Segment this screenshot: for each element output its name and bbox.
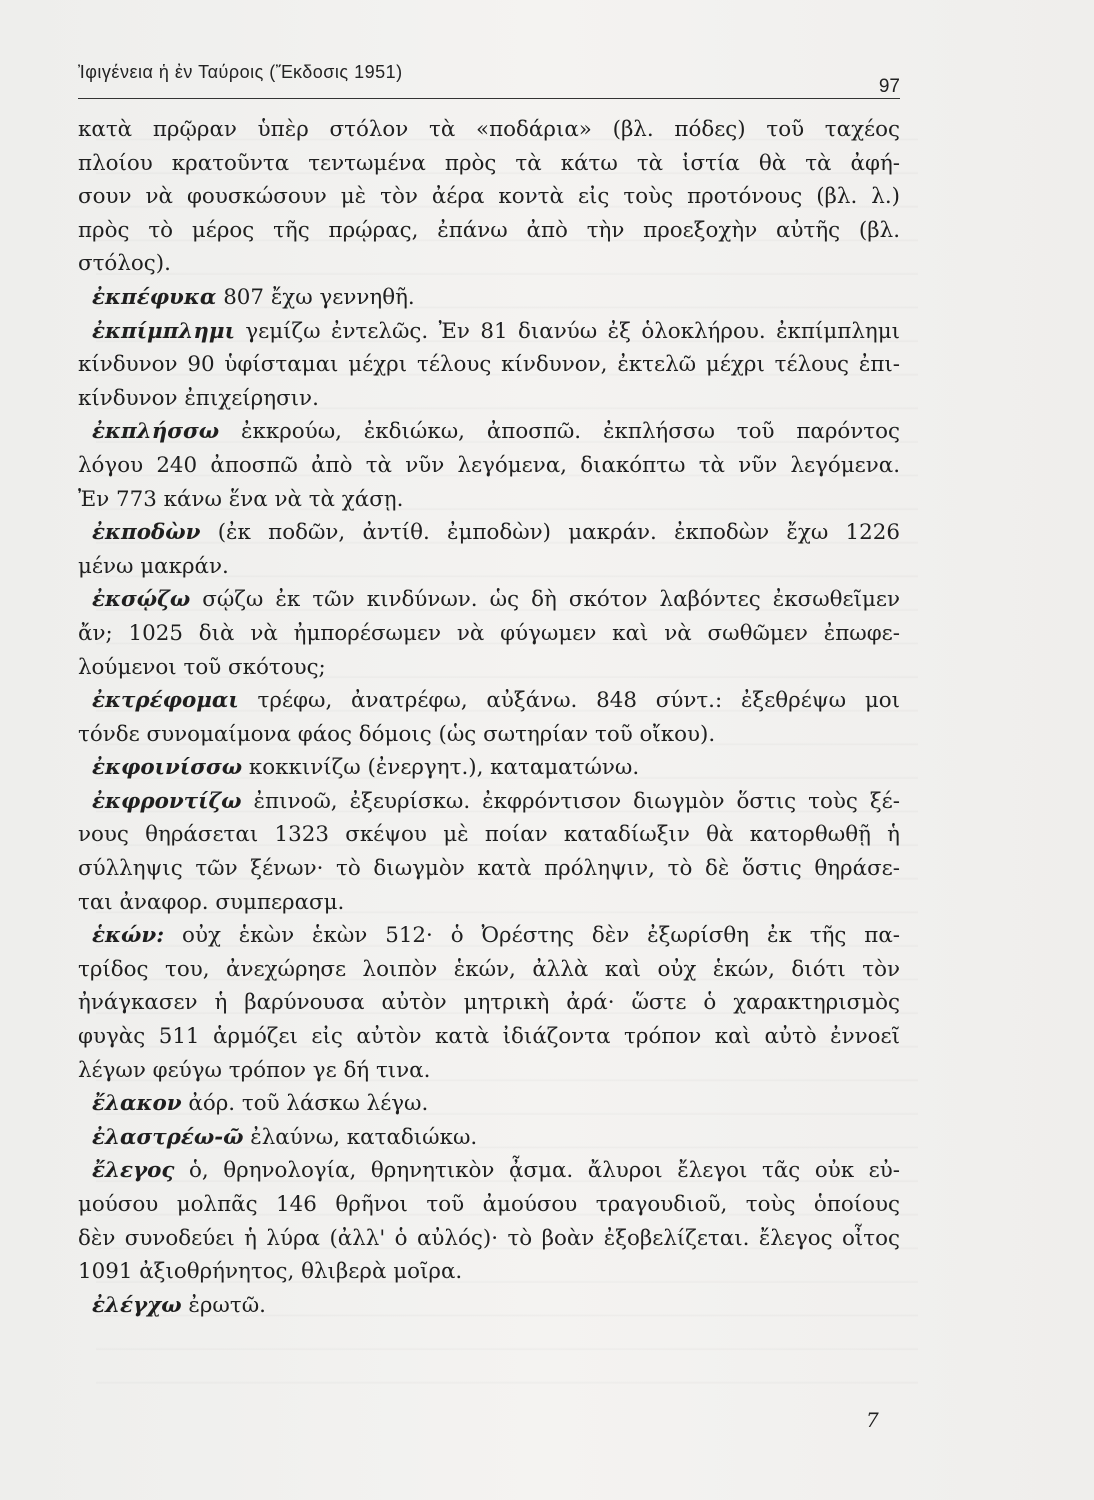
entry-line xyxy=(78,1154,900,1188)
headword: ἐλαστρέω-ῶ xyxy=(92,1124,244,1150)
definition-text: λέγων φεύγω τρόπον γε δή τινα. xyxy=(78,1057,431,1083)
entry-line xyxy=(78,1054,900,1088)
entry-line xyxy=(78,751,900,785)
definition-text: νους θηράσεται 1323 σκέψου μὲ ποίαν καταδίωξιν θὰ κατορθωθῇ ἡ xyxy=(78,822,900,848)
headword: ἐκσῴζω xyxy=(92,587,191,613)
entry-line xyxy=(78,180,900,214)
entry-line xyxy=(78,147,900,181)
running-header xyxy=(78,62,900,102)
entry-line xyxy=(78,415,900,449)
entry-line xyxy=(78,281,900,315)
entry-line xyxy=(78,483,900,517)
entry-line xyxy=(78,617,900,651)
entry-line xyxy=(78,516,900,550)
entry-line xyxy=(78,247,900,281)
definition-text: οὐχ ἑκὼν ἑκὼν 512· ὁ Ὀρέστης δὲν ἐξωρίσθη ἐκ τῆς πα- xyxy=(164,923,900,949)
definition-text: κίνδυνον 90 ὑφίσταμαι μέχρι τέλους κίνδυνον, ἐκτελῶ μέχρι τέλους ἐπι- xyxy=(78,352,900,378)
definition-text: κίνδυνον ἐπιχείρησιν. xyxy=(78,385,319,411)
definition-text: λόγου 240 ἀποσπῶ ἀπὸ τὰ νῦν λεγόμενα, διακόπτω τὰ νῦν λεγόμενα. xyxy=(78,452,900,478)
headword: ἐκπίμπλημι xyxy=(92,318,235,344)
entry-line xyxy=(78,113,900,147)
definition-text: λούμενοι τοῦ σκότους; xyxy=(78,654,326,680)
entry-line xyxy=(78,953,900,987)
headword: ἐκποδὼν xyxy=(92,520,201,546)
entry-line xyxy=(78,1020,900,1054)
header-rule xyxy=(78,98,900,99)
entry-line xyxy=(78,1289,900,1323)
definition-text: πρὸς τὸ μέρος τῆς πρῴρας, ἐπάνω ἀπὸ τὴν προεξοχὴν αὐτῆς (βλ. xyxy=(78,217,900,243)
definition-text: ἐπινοῶ, ἐξευρίσκω. ἐκφρόντισον διωγμὸν ὅστις τοὺς ξέ- xyxy=(241,788,900,814)
entry-line xyxy=(78,449,900,483)
entry-line xyxy=(78,214,900,248)
entry-line xyxy=(78,919,900,953)
entry-line xyxy=(78,583,900,617)
headword: ἐκπέφυκα xyxy=(92,284,217,310)
headword: ἑκών: xyxy=(92,923,165,949)
headword: ἔλακον xyxy=(92,1091,182,1117)
headword: ἐκτρέφομαι xyxy=(92,688,239,714)
definition-text: Ἐν 773 κάνω ἕνα νὰ τὰ χάσῃ. xyxy=(78,486,404,512)
definition-text: σουν νὰ φουσκώσουν μὲ τὸν ἀέρα κοντὰ εἰς τοὺς προτόνους (βλ. λ.) xyxy=(78,184,900,210)
definition-text: στόλος). xyxy=(78,251,171,277)
definition-text: πλοίου κρατοῦντα τεντωμένα πρὸς τὰ κάτω τὰ ἱστία θὰ τὰ ἀφή- xyxy=(78,150,900,176)
definition-text: ἐλαύνω, καταδιώκω. xyxy=(243,1124,478,1150)
definition-text: τόνδε συνομαίμονα φάος δόμοις (ὡς σωτηρίαν τοῦ οἴκου). xyxy=(78,721,716,747)
definition-text: κατὰ πρῷραν ὑπὲρ στόλον τὰ «ποδάρια» (βλ. πόδες) τοῦ ταχέος xyxy=(78,117,900,142)
headword: ἐκφροντίζω xyxy=(92,788,242,814)
headword: ἐκπλήσσω xyxy=(92,419,220,445)
entry-line xyxy=(78,1087,900,1121)
definition-text: ἠνάγκασεν ἡ βαρύνουσα αὐτὸν μητρικὴ ἀρά· ὥστε ὁ χαρακτηρισμὸς xyxy=(78,990,900,1016)
entry-line xyxy=(78,1255,900,1289)
entry-line xyxy=(78,348,900,382)
entry-line xyxy=(78,718,900,752)
entry-line xyxy=(78,1188,900,1222)
definition-text: σύλληψις τῶν ξένων· τὸ διωγμὸν κατὰ πρόληψιν, τὸ δὲ ὅστις θηράσε- xyxy=(78,856,900,882)
definition-text: σῴζω ἐκ τῶν κινδύνων. ὡς δὴ σκότον λαβόντες ἐκσωθεῖμεν xyxy=(190,587,900,613)
definition-text: μένω μακράν. xyxy=(78,553,229,579)
definition-text: ἐκκρούω, ἐκδιώκω, ἀποσπῶ. ἐκπλήσσω τοῦ παρόντος xyxy=(219,419,900,445)
definition-text: μούσου μολπᾶς 146 θρῆνοι τοῦ ἀμούσου τραγουδιοῦ, τοὺς ὁποίους xyxy=(78,1192,900,1217)
entry-line xyxy=(78,852,900,886)
entry-line xyxy=(78,1121,900,1155)
entry-line xyxy=(78,684,900,718)
signature-number: 7 xyxy=(866,1408,879,1432)
entry-line xyxy=(78,651,900,685)
headword: ἐλέγχω xyxy=(92,1292,182,1318)
definition-text: τρέφω, ἀνατρέφω, αὐξάνω. 848 σύντ.: ἐξεθρέψω μοι xyxy=(238,688,900,714)
definition-text: ὁ, θρηνολογία, θρηνητικὸν ᾆσμα. ἄλυροι ἔλεγοι τᾶς οὐκ εὐ- xyxy=(174,1158,900,1184)
definition-text: ται ἀναφορ. συμπερασμ. xyxy=(78,889,345,915)
definition-text: γεμίζω ἐντελῶς. Ἐν 81 διανύω ἐξ ὁλοκλήρου. ἐκπίμπλημι xyxy=(234,318,900,344)
entry-line xyxy=(78,986,900,1020)
headword: ἔλεγος xyxy=(92,1158,175,1184)
definition-text: δὲν συνοδεύει ἡ λύρα (ἀλλ' ὁ αὐλός)· τὸ βοὰν ἐξοβελίζεται. ἔλεγος οἶτος xyxy=(78,1225,900,1251)
definition-text: τρίδος του, ἀνεχώρησε λοιπὸν ἑκών, ἀλλὰ καὶ οὐχ ἑκών, διότι τὸν xyxy=(78,956,900,982)
definition-text: 1091 ἀξιοθρήνητος, θλιβερὰ μοῖρα. xyxy=(78,1259,463,1285)
definition-text: ἄν; 1025 διὰ νὰ ἠμπορέσωμεν νὰ φύγωμεν καὶ νὰ σωθῶμεν ἐπωφε- xyxy=(78,620,900,646)
definition-text: ἐρωτῶ. xyxy=(181,1292,266,1318)
entry-line xyxy=(78,315,900,349)
running-title: Ἰφιγένεια ἡ ἐν Ταύροις (Ἔκδοσις 1951) xyxy=(78,62,403,82)
headword: ἐκφοινίσσω xyxy=(92,755,243,781)
entry-line xyxy=(78,550,900,584)
definition-text: ἀόρ. τοῦ λάσκω λέγω. xyxy=(181,1091,429,1117)
entry-line xyxy=(78,382,900,416)
entry-line xyxy=(78,818,900,852)
entry-line xyxy=(78,886,900,920)
definition-text: φυγὰς 511 ἁρμόζει εἰς αὐτὸν κατὰ ἰδιάζοντα τρόπον καὶ αὐτὸ ἐννοεῖ xyxy=(78,1024,900,1050)
definition-text: κοκκινίζω (ἐνεργητ.), καταματώνω. xyxy=(242,755,640,781)
page-number: 97 xyxy=(878,76,900,97)
definition-text: (ἐκ ποδῶν, ἀντίθ. ἐμποδὼν) μακράν. ἐκποδὼν ἔχω 1226 xyxy=(200,520,900,546)
glossary-body xyxy=(78,113,900,1322)
definition-text: 807 ἔχω γεννηθῆ. xyxy=(216,284,415,310)
entry-line xyxy=(78,785,900,819)
entry-line xyxy=(78,1222,900,1256)
